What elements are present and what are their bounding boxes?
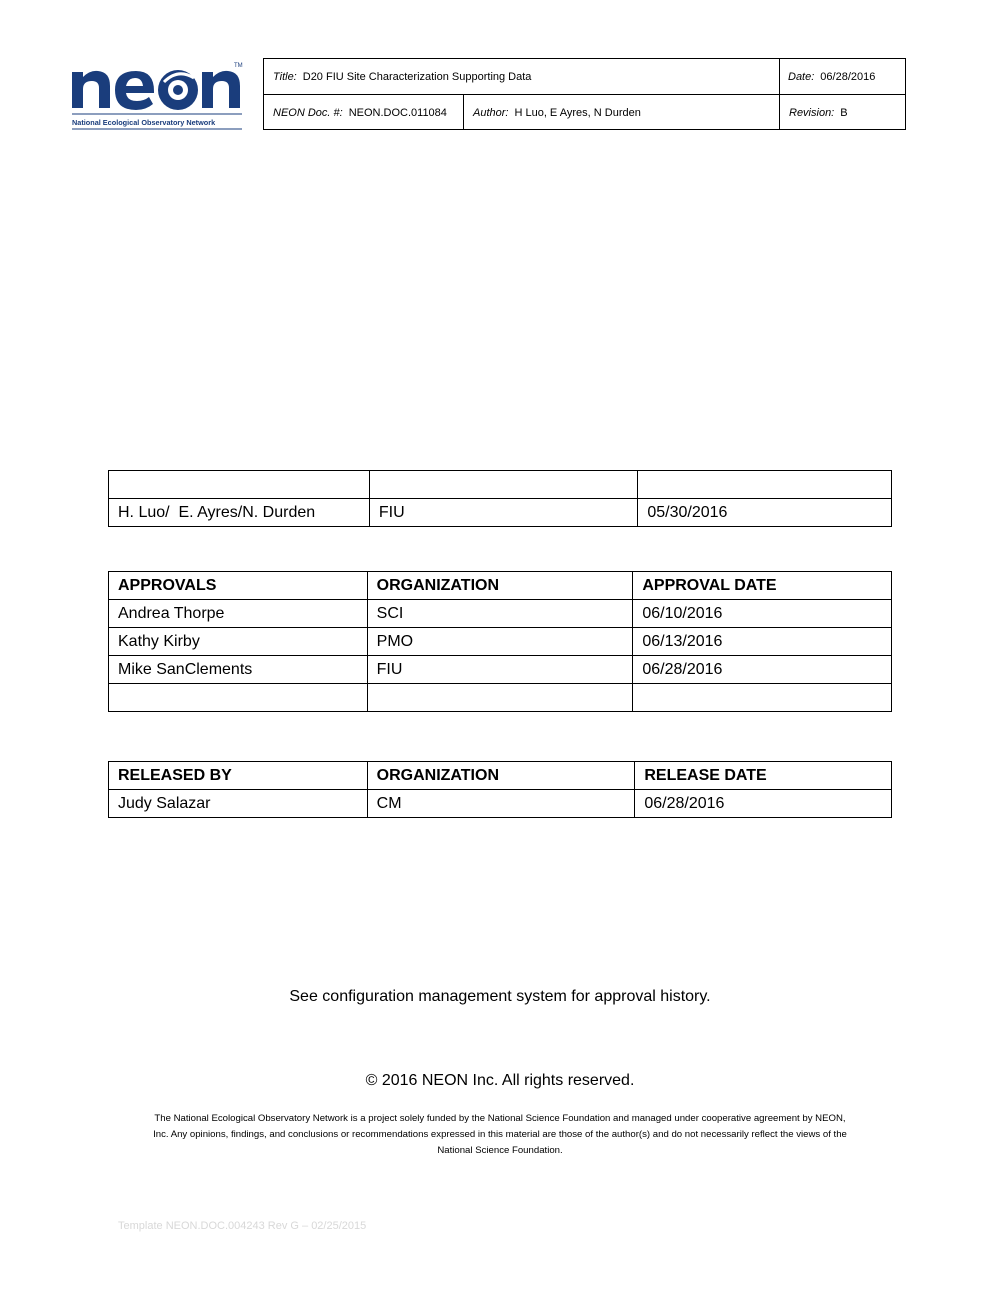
- header-author-cell: [464, 95, 779, 130]
- table-cell: [367, 684, 633, 712]
- disclaimer-line-1: The National Ecological Observatory Network is a project solely funded by the National Science Foundation and managed under cooperative agreement by NEON,: [154, 1113, 846, 1124]
- table-cell: 06/10/2016: [633, 600, 892, 628]
- disclaimer-line-3: National Science Foundation.: [437, 1145, 563, 1156]
- prepared-by-date: 05/30/2016: [638, 499, 892, 527]
- table-cell: 06/13/2016: [633, 628, 892, 656]
- title-value: D20 FIU Site Characterization Supporting Data: [302, 70, 532, 83]
- table-header-row: [109, 572, 892, 600]
- prepared-by-name: H. Luo/ E. Ayres/N. Durden: [109, 499, 370, 527]
- table-row: [109, 628, 892, 656]
- date-value: 06/28/2016: [820, 70, 876, 83]
- svg-text:TM: TM: [234, 63, 243, 69]
- table-row: [109, 600, 892, 628]
- author-value: H Luo, E Ayres, N Durden: [514, 106, 641, 119]
- revision-label: Revision:: [789, 106, 835, 119]
- column-header: RELEASE DATE: [635, 762, 892, 790]
- table-cell: [369, 471, 637, 499]
- table-cell: Judy Salazar: [109, 790, 368, 818]
- column-header: RELEASED BY: [109, 762, 368, 790]
- table-cell: CM: [367, 790, 635, 818]
- prepared-by-table: [108, 470, 892, 527]
- table-cell: 06/28/2016: [635, 790, 892, 818]
- header-doc-cell: [264, 95, 463, 130]
- approvals-table: [108, 571, 892, 712]
- neon-logo: [70, 60, 246, 132]
- column-header: ORGANIZATION: [367, 572, 633, 600]
- column-header: APPROVAL DATE: [633, 572, 892, 600]
- column-header: APPROVALS: [109, 572, 368, 600]
- table-cell: Kathy Kirby: [109, 628, 368, 656]
- table-cell: [633, 684, 892, 712]
- header-date-cell: [779, 59, 905, 94]
- header-title-cell: [264, 59, 779, 94]
- table-cell: Mike SanClements: [109, 656, 368, 684]
- prepared-by-organization: FIU: [369, 499, 637, 527]
- table-cell: SCI: [367, 600, 633, 628]
- table-row: [109, 499, 892, 527]
- copyright-notice: © 2016 NEON Inc. All rights reserved.: [365, 1072, 635, 1089]
- table-header-row: [109, 762, 892, 790]
- table-row: [109, 790, 892, 818]
- svg-text:National Ecological Observator: National Ecological Observatory Network: [72, 118, 216, 127]
- revision-value: B: [840, 106, 848, 119]
- column-header: ORGANIZATION: [367, 762, 635, 790]
- table-cell: [638, 471, 892, 499]
- disclaimer-line-2: Inc. Any opinions, findings, and conclusions or recommendations expressed in this material are those of the author(s) and do not necessarily reflect the views of the: [153, 1129, 847, 1140]
- header-revision-cell: [780, 95, 905, 130]
- table-row: [109, 684, 892, 712]
- table-cell: 06/28/2016: [633, 656, 892, 684]
- doc-number-label: NEON Doc. #:: [273, 106, 343, 119]
- table-row: [109, 656, 892, 684]
- table-cell: FIU: [367, 656, 633, 684]
- release-table: [108, 761, 892, 818]
- table-cell: [109, 471, 370, 499]
- table-cell: PMO: [367, 628, 633, 656]
- author-label: Author:: [473, 106, 509, 119]
- doc-number-value: NEON.DOC.011084: [348, 106, 447, 119]
- date-label: Date:: [788, 70, 815, 83]
- table-cell: [109, 684, 368, 712]
- title-label: Title:: [273, 70, 297, 83]
- table-cell: Andrea Thorpe: [109, 600, 368, 628]
- table-row: [109, 471, 892, 499]
- neon-logo-graphic: [70, 60, 246, 132]
- template-footer: Template NEON.DOC.004243 Rev G – 02/25/2015: [118, 1220, 367, 1232]
- document-header-table: [263, 58, 906, 130]
- config-management-note: See configuration management system for approval history.: [289, 988, 711, 1005]
